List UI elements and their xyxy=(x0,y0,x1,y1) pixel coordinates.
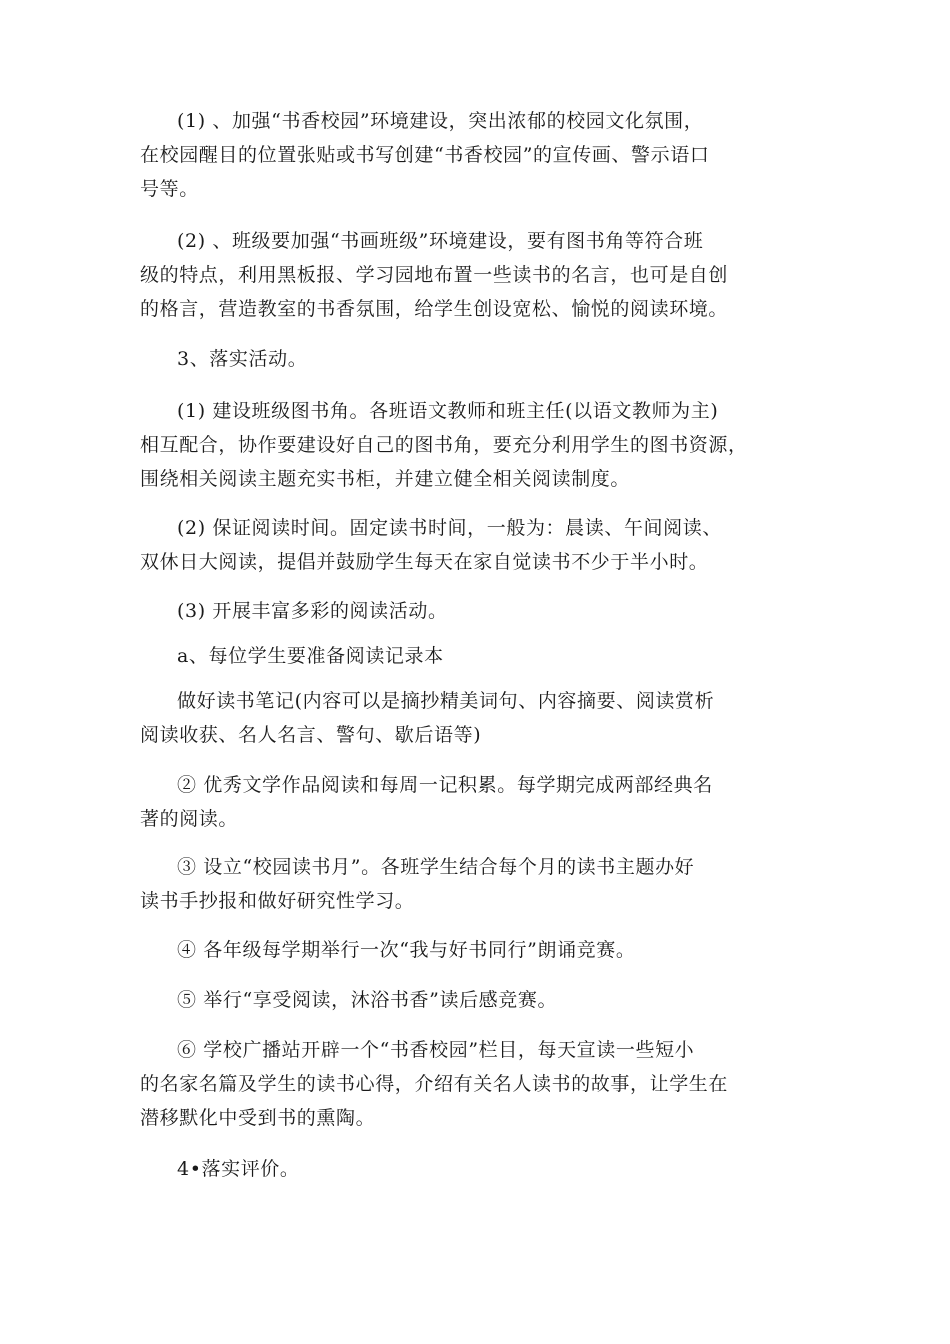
paragraph-reading-notes xyxy=(140,684,830,752)
paragraph-class-library xyxy=(140,394,830,496)
paragraph-reading-activities xyxy=(140,594,830,628)
text-line: 的格言，营造教室的书香氛围，给学生创设宽松、愉悦的阅读环境。 xyxy=(140,298,729,320)
text-line: ⑤ 举行“享受阅读，沐浴书香”读后感竞赛。 xyxy=(177,989,558,1011)
section-heading-activities xyxy=(140,342,830,376)
text-line: ④ 各年级每学期举行一次“我与好书同行”朗诵竞赛。 xyxy=(177,939,636,961)
paragraph-reading-time xyxy=(140,511,830,579)
text-line: 潜移默化中受到书的熏陶。 xyxy=(140,1107,376,1129)
paragraph-environment-campus xyxy=(140,104,830,206)
text-line: ⑥ 学校广播站开辟一个“书香校园”栏目，每天宣读一些短小 xyxy=(177,1039,695,1061)
text-line: 围绕相关阅读主题充实书柜，并建立健全相关阅读制度。 xyxy=(140,468,631,490)
paragraph-environment-class xyxy=(140,224,830,326)
text-line: 级的特点，利用黑板报、学习园地布置一些读书的名言，也可是自创 xyxy=(140,264,729,286)
text-line: 著的阅读。 xyxy=(140,808,239,830)
paragraph-literary-works xyxy=(140,768,830,836)
text-line: (2) 保证阅读时间。固定读书时间，一般为：晨读、午间阅读、 xyxy=(177,517,722,539)
section-heading-evaluation xyxy=(140,1152,830,1186)
paragraph-reading-notebook xyxy=(140,639,830,673)
text-line: ③ 设立“校园读书月”。各班学生结合每个月的读书主题办好 xyxy=(177,856,695,878)
text-line: (1) 建设班级图书角。各班语文教师和班主任(以语文教师为主) xyxy=(177,400,719,422)
text-line: 4•落实评价。 xyxy=(177,1158,300,1180)
paragraph-essay-contest xyxy=(140,983,830,1017)
paragraph-recitation-contest xyxy=(140,933,830,967)
text-line: 相互配合，协作要建设好自己的图书角，要充分利用学生的图书资源， xyxy=(140,434,748,456)
text-line: ② 优秀文学作品阅读和每周一记积累。每学期完成两部经典名 xyxy=(177,774,713,796)
text-line: 号等。 xyxy=(140,178,199,200)
text-line: 读书手抄报和做好研究性学习。 xyxy=(140,890,415,912)
text-line: 在校园醒目的位置张贴或书写创建“书香校园”的宣传画、警示语口 xyxy=(140,144,710,166)
paragraph-broadcast-column xyxy=(140,1033,830,1135)
text-line: a、每位学生要准备阅读记录本 xyxy=(177,645,444,667)
text-line: 阅读收获、名人名言、警句、歇后语等) xyxy=(140,724,482,746)
text-line: (3) 开展丰富多彩的阅读活动。 xyxy=(177,600,448,622)
text-line: (2) 、班级要加强“书画班级”环境建设，要有图书角等符合班 xyxy=(177,230,704,252)
paragraph-reading-month xyxy=(140,850,830,918)
text-line: (1) 、加强“书香校园”环境建设，突出浓郁的校园文化氛围， xyxy=(177,110,704,132)
text-line: 做好读书笔记(内容可以是摘抄精美词句、内容摘要、阅读赏析 xyxy=(177,690,715,712)
text-line: 的名家名篇及学生的读书心得，介绍有关名人读书的故事，让学生在 xyxy=(140,1073,729,1095)
text-line: 3、落实活动。 xyxy=(177,348,308,370)
text-line: 双休日大阅读，提倡并鼓励学生每天在家自觉读书不少于半小时。 xyxy=(140,551,709,573)
